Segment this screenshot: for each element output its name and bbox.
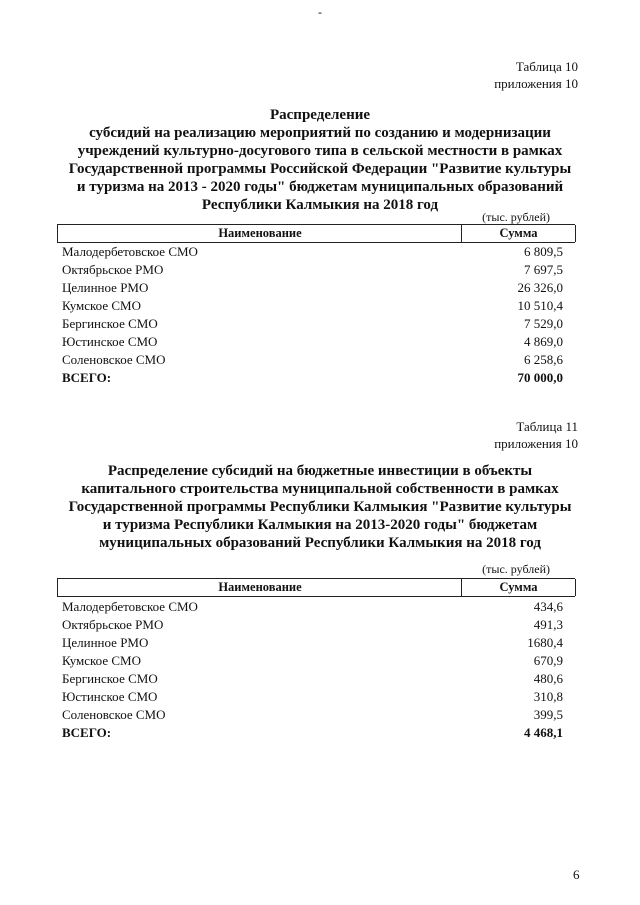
- heading-line: учреждений культурно-досугового типа в сельской местности в рамках: [77, 143, 563, 159]
- table10-header: [57, 224, 575, 243]
- table11-body: [62, 598, 575, 742]
- row-name: Целинное РМО: [62, 280, 149, 295]
- table-row: [62, 670, 575, 688]
- table-row: [62, 297, 575, 315]
- page-number: 6: [573, 867, 580, 882]
- row-sum: 7 529,0: [524, 316, 563, 331]
- total-sum: 70 000,0: [517, 370, 563, 385]
- row-sum: 4 869,0: [524, 334, 563, 349]
- table-row: [62, 315, 575, 333]
- row-sum: 491,3: [533, 617, 563, 632]
- table11-header: [57, 578, 575, 597]
- top-mark: -: [318, 5, 322, 19]
- row-name: Соленовское СМО: [62, 352, 166, 367]
- heading-line: капитального строительства муниципальной собственности в рамках: [81, 481, 559, 497]
- table-row: [62, 598, 575, 616]
- table-row: [62, 261, 575, 279]
- row-sum: 6 258,6: [524, 352, 563, 367]
- row-name: Малодербетовское СМО: [62, 244, 198, 259]
- table11-appendix: приложения 10: [494, 436, 578, 451]
- row-name: Кумское СМО: [62, 298, 141, 313]
- row-sum: 399,5: [533, 707, 563, 722]
- table-row: [62, 616, 575, 634]
- row-sum: 7 697,5: [524, 262, 563, 277]
- table-row: [62, 706, 575, 724]
- table-row: [62, 279, 575, 297]
- row-name: Бергинское СМО: [62, 671, 158, 686]
- row-sum: 310,8: [533, 689, 563, 704]
- total-label: ВСЕГО:: [62, 370, 112, 385]
- table-total-row: [62, 369, 575, 387]
- row-name: Кумское СМО: [62, 653, 141, 668]
- row-sum: 1680,4: [527, 635, 563, 650]
- table10-col-sum: Сумма: [461, 225, 576, 242]
- row-name: Октябрьское РМО: [62, 617, 164, 632]
- table10-body: [62, 243, 575, 387]
- table-total-row: [62, 724, 575, 742]
- row-sum: 26 326,0: [517, 280, 563, 295]
- heading-line: Республики Калмыкия на 2018 год: [201, 197, 439, 213]
- row-name: Октябрьское РМО: [62, 262, 164, 277]
- table-row: [62, 652, 575, 670]
- row-name: Бергинское СМО: [62, 316, 158, 331]
- table10-number: Таблица 10: [515, 59, 578, 74]
- row-name: Малодербетовское СМО: [62, 599, 198, 614]
- heading-line: Распределение: [269, 107, 371, 123]
- table10-appendix: приложения 10: [494, 76, 578, 91]
- heading-line: Государственной программы Российской Федерации "Развитие культуры: [68, 161, 572, 177]
- total-sum: 4 468,1: [524, 725, 563, 740]
- table-row: [62, 333, 575, 351]
- table11-col-sum: Сумма: [461, 579, 576, 596]
- table10-unit: (тыс. рублей): [482, 210, 550, 224]
- heading-line: Государственной программы Республики Калмыкия "Развитие культуры: [68, 499, 572, 515]
- row-sum: 434,6: [533, 599, 563, 614]
- row-sum: 6 809,5: [524, 244, 563, 259]
- table10-reference: [494, 58, 578, 92]
- row-name: Юстинское СМО: [62, 689, 158, 704]
- table-row: [62, 351, 575, 369]
- row-sum: 10 510,4: [517, 298, 563, 313]
- table11-unit: (тыс. рублей): [482, 562, 550, 576]
- row-name: Целинное РМО: [62, 635, 149, 650]
- table10-heading: [50, 106, 590, 214]
- row-sum: 480,6: [533, 671, 563, 686]
- heading-line: и туризма Республики Калмыкия на 2013-2020 годы" бюджетам: [102, 517, 538, 533]
- table-row: [62, 688, 575, 706]
- table-row: [62, 243, 575, 261]
- row-sum: 670,9: [533, 653, 563, 668]
- heading-line: субсидий на реализацию мероприятий по созданию и модернизации: [89, 125, 551, 141]
- table10-col-name: Наименование: [57, 225, 462, 242]
- heading-line: Распределение субсидий на бюджетные инвестиции в объекты: [107, 463, 533, 479]
- table11-col-name: Наименование: [57, 579, 462, 596]
- table11-reference: [494, 418, 578, 452]
- table11-heading: [50, 462, 590, 552]
- table11-number: Таблица 11: [516, 419, 578, 434]
- heading-line: и туризма на 2013 - 2020 годы" бюджетам муниципальных образований: [76, 179, 564, 195]
- row-name: Соленовское СМО: [62, 707, 166, 722]
- heading-line: муниципальных образований Республики Калмыкия на 2018 год: [99, 535, 541, 551]
- row-name: Юстинское СМО: [62, 334, 158, 349]
- total-label: ВСЕГО:: [62, 725, 112, 740]
- table-row: [62, 634, 575, 652]
